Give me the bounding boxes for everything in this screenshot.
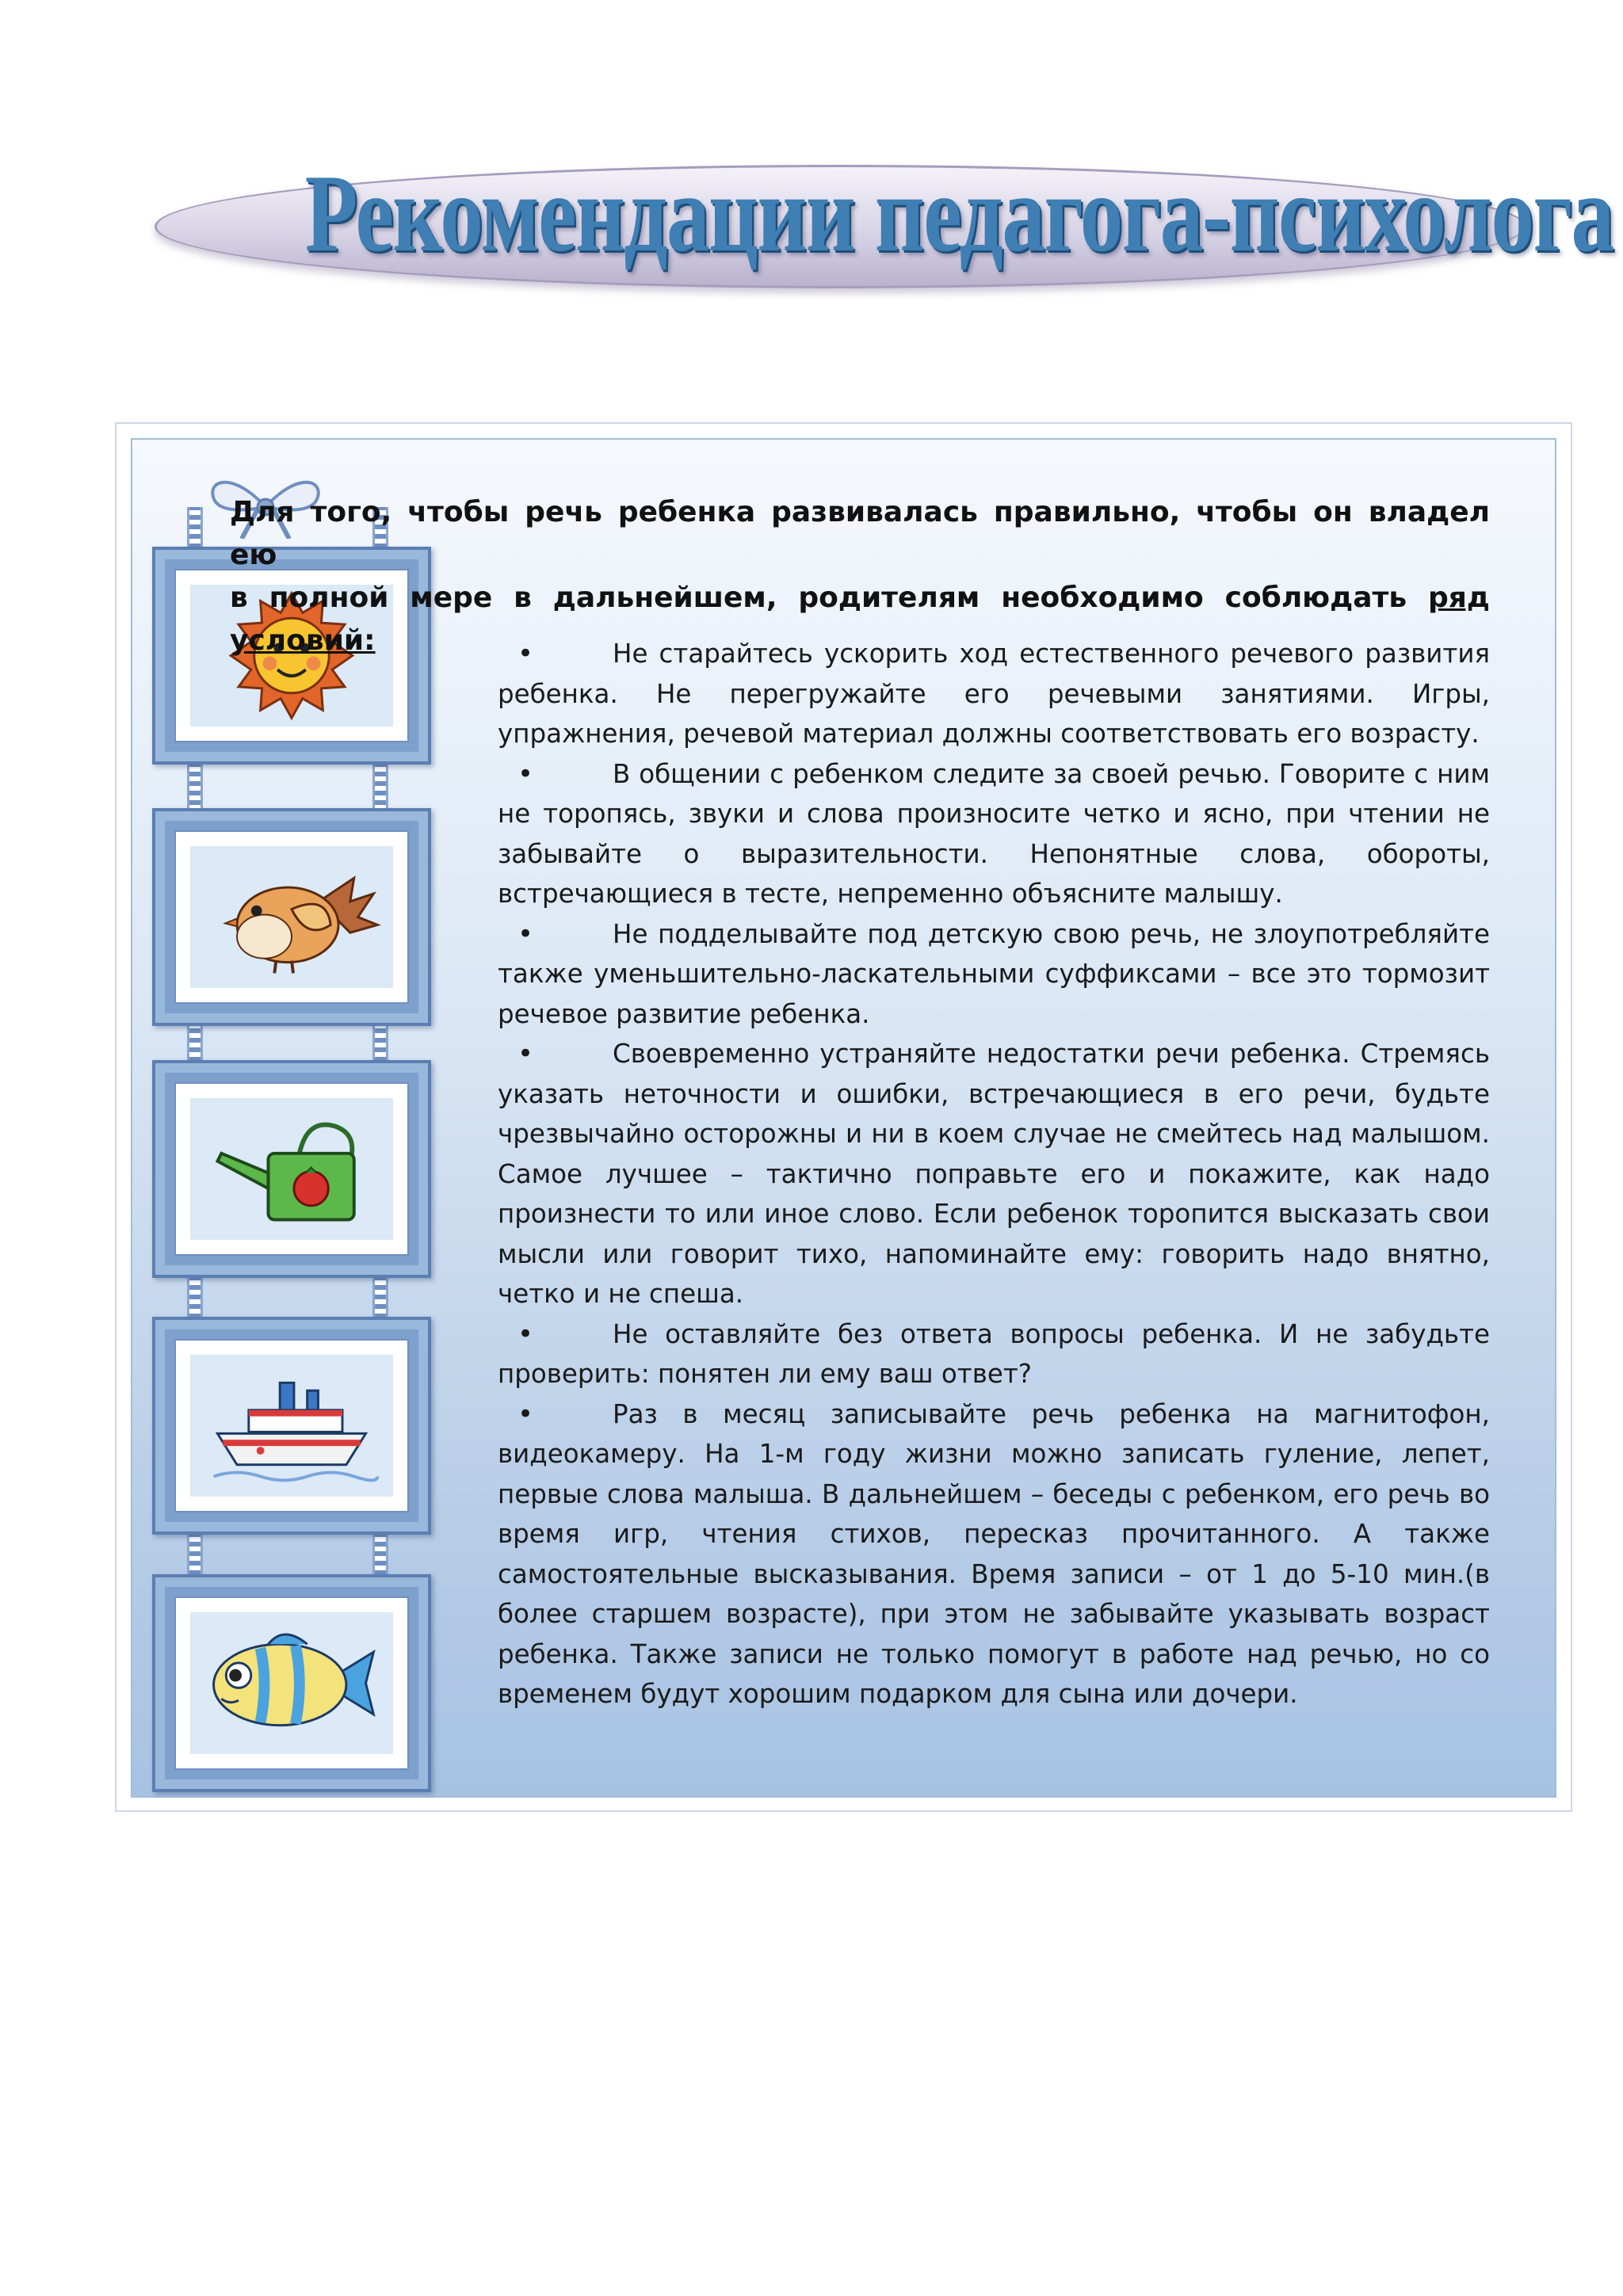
tip-text: Не подделывайте под детскую свою речь, не злоупотребляйте также уменьшительно-ласкательными суффиксами – все это тормозит речевое развитие ребенка. [498,918,1490,1029]
bullet-icon: • [517,1398,534,1430]
bullet-icon: • [517,917,534,950]
intro-line-2 [230,577,1490,620]
picture-frame [152,1317,431,1535]
page-title: Рекомендации педагога-психолога [304,152,1613,275]
tip-text: Раз в месяц записывайте речь ребенка на магнитофон, видеокамеру. На 1-м году жизни можно записать гуление, лепет, первые слова малыша. В дальнейшем – беседы с ребенком, его речь во время игр, чтения стихов, пересказ прочитанного. А также самостоятельные высказывания. Время записи – от 1 до 5-10 мин.(в более старшем возрасте), при этом не забывайте указывать возраст ребенка. Также записи не только помогут в работе над речью, но со временем будут хорошим подарком для сына или дочери. [498,1398,1490,1709]
tip-text: В общении с ребенком следите за своей речью. Говорите с ним не торопясь, звуки и слова произносите четко и ясно, при чтении не забывайте о выразительности. Непонятные слова, обороты, встречающиеся в тесте, непременно объясните малышу. [498,758,1490,909]
fish-icon [190,1612,393,1754]
list-item [498,1314,1490,1394]
tip-text: Не старайтесь ускорить ход естественного речевого развития ребенка. Не перегружайте его речевыми занятиями. Игры, упражнения, речевой материал должны соответствовать его возрасту. [498,639,1490,749]
list-item [498,1034,1490,1314]
intro-line-2-main: в полной мере в дальнейшем, родителям необходимо соблюдать [230,582,1407,614]
intro-line-1: Для того, чтобы речь ребенка развивалась правильно, чтобы он владел ею [230,496,1490,571]
bullet-icon: • [517,638,534,669]
list-item [498,634,1490,754]
bird-icon [190,846,393,988]
tip-text: Своевременно устраняйте недостатки речи ребенка. Стремясь указать неточности и ошибки, встречающиеся в его речи, будьте чрезвычайно осторожны и ни в коем случае не смейтесь над малышом. Самое лучшее – тактично поправьте его и покажите, как надо произнести то или иное слово. Если ребенок торопится высказать свои мысли или говорит тихо, напоминайте ему: говорить надо внятно, четко и не спеша. [498,1039,1490,1309]
bullet-icon: • [517,757,534,790]
intro-line-3: условий: [230,624,376,657]
picture-frame [152,1574,431,1792]
bullet-icon: • [517,1318,534,1350]
watering-can-icon [190,1098,393,1240]
tips-list [498,634,1490,1714]
bullet-icon: • [517,1038,534,1070]
intro-line-2-tail: ряд [1428,582,1490,614]
list-item [498,754,1490,914]
ship-icon [190,1355,393,1497]
tip-text: Не оставляйте без ответа вопросы ребенка. И не забудьте проверить: понятен ли ему ваш ответ? [498,1318,1490,1389]
picture-frame [152,808,431,1026]
list-item [498,1394,1490,1714]
title-banner [155,143,1613,301]
picture-frame [152,1060,431,1278]
list-item [498,914,1490,1035]
